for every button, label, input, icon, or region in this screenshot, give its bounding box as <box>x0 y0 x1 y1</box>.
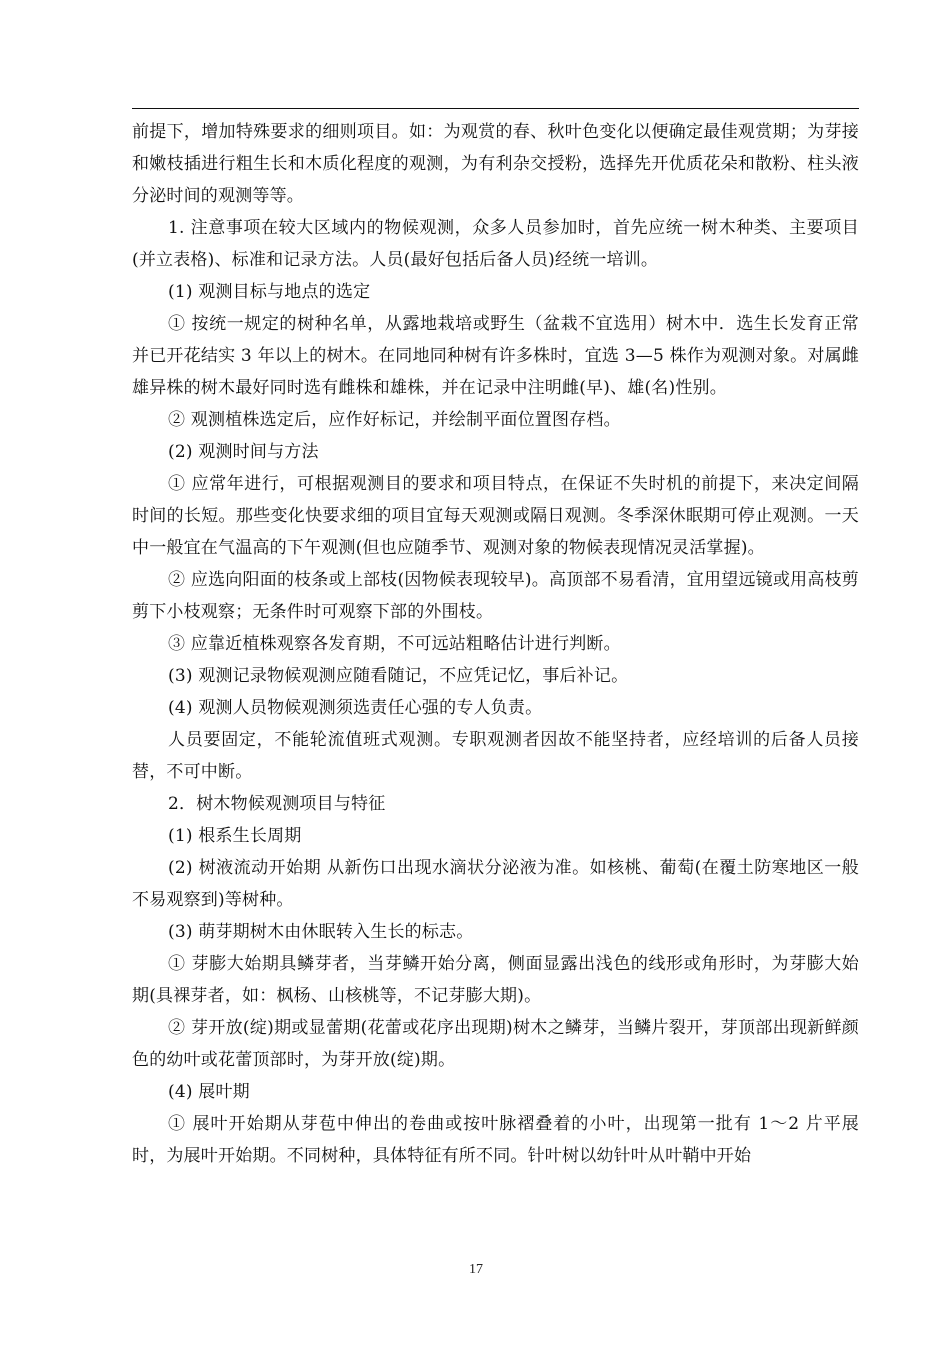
paragraph-tree-selection: ① 按统一规定的树种名单，从露地栽培或野生（盆栽不宜选用）树木中．选生长发育正常并已开花结实 3 年以上的树木。在同地同种树有许多株时，宜选 3—5 株作为观测对象。对属雌雄异株的树木最好同时选有雌株和雄株，并在记录中注明雌(早)、雄(名)性别。 <box>132 314 859 398</box>
paragraph-year-round: ① 应常年进行，可根据观测目的要求和项目特点，在保证不失时机的前提下，来决定间隔时间的长短。那些变化快要求细的项目宜每天观测或隔日观测。冬季深休眠期可停止观测。一天中一般宜在气温高的下午观测(但也应随季节、观测对象的物候表现情况灵活掌握)。 <box>132 474 859 558</box>
heading-target-selection: (1) 观测目标与地点的选定 <box>168 282 371 302</box>
paragraph-bud-swell: ① 芽膨大始期具鳞芽者，当芽鳞开始分离，侧面显露出浅色的线形或角形时，为芽膨大始期(具裸芽者，如：枫杨、山核桃等，不记芽膨大期)。 <box>132 954 859 1006</box>
paragraph-branch-choice: ② 应选向阳面的枝条或上部枝(因物候表现较早)。高顶部不易看清，宜用望远镜或用高枝剪剪下小枝观察；无条件时可观察下部的外围枝。 <box>132 570 859 622</box>
document-body <box>132 116 859 1172</box>
heading-time-method: (2) 观测时间与方法 <box>168 442 319 462</box>
header-rule <box>132 108 859 109</box>
paragraph-fixed-staff: 人员要固定，不能轮流值班式观测。专职观测者因故不能坚持者，应经培训的后备人员接替，不可中断。 <box>132 730 859 782</box>
paragraph-close-observation: ③ 应靠近植株观察各发育期，不可远站粗略估计进行判断。 <box>168 634 621 654</box>
paragraph-marking: ② 观测植株选定后，应作好标记，并绘制平面位置图存档。 <box>168 410 621 430</box>
page-number: 17 <box>469 1262 483 1277</box>
paragraph-budding: (3) 萌芽期树木由休眠转入生长的标志。 <box>168 922 474 942</box>
paragraph-continuation: 前提下，增加特殊要求的细则项目。如：为观赏的春、秋叶色变化以便确定最佳观赏期；为芽接和嫩枝插进行粗生长和木质化程度的观测，为有利杂交授粉，选择先开优质花朵和散粉、柱头液分泌时间的观测等等。 <box>132 122 859 206</box>
paragraph-bud-open: ② 芽开放(绽)期或显蕾期(花蕾或花序出现期)树木之鳞芽，当鳞片裂开，芽顶部出现新鲜颜色的幼叶或花蕾顶部时，为芽开放(绽)期。 <box>132 1018 859 1070</box>
paragraph-leaf-start: ① 展叶开始期从芽苞中伸出的卷曲或按叶脉褶叠着的小叶，出现第一批有 1～2 片平展时，为展叶开始期。不同树种，具体特征有所不同。针叶树以幼针叶从叶鞘中开始 <box>132 1114 859 1166</box>
paragraph-observers: (4) 观测人员物候观测须选责任心强的专人负责。 <box>168 698 543 718</box>
heading-leaf-out: (4) 展叶期 <box>168 1082 250 1102</box>
paragraph-recording: (3) 观测记录物候观测应随看随记，不应凭记忆，事后补记。 <box>168 666 629 686</box>
paragraph-notes: 1. 注意事项在较大区域内的物候观测，众多人员参加时，首先应统一树木种类、主要项目(并立表格)、标准和记录方法。人员(最好包括后备人员)经统一培训。 <box>132 218 859 270</box>
paragraph-sap-flow: (2) 树液流动开始期 从新伤口出现水滴状分泌液为准。如核桃、葡萄(在覆土防寒地区一般不易观察到)等树种。 <box>132 858 859 910</box>
heading-phenology-items: 2．树木物候观测项目与特征 <box>168 794 386 814</box>
heading-root-cycle: (1) 根系生长周期 <box>168 826 302 846</box>
